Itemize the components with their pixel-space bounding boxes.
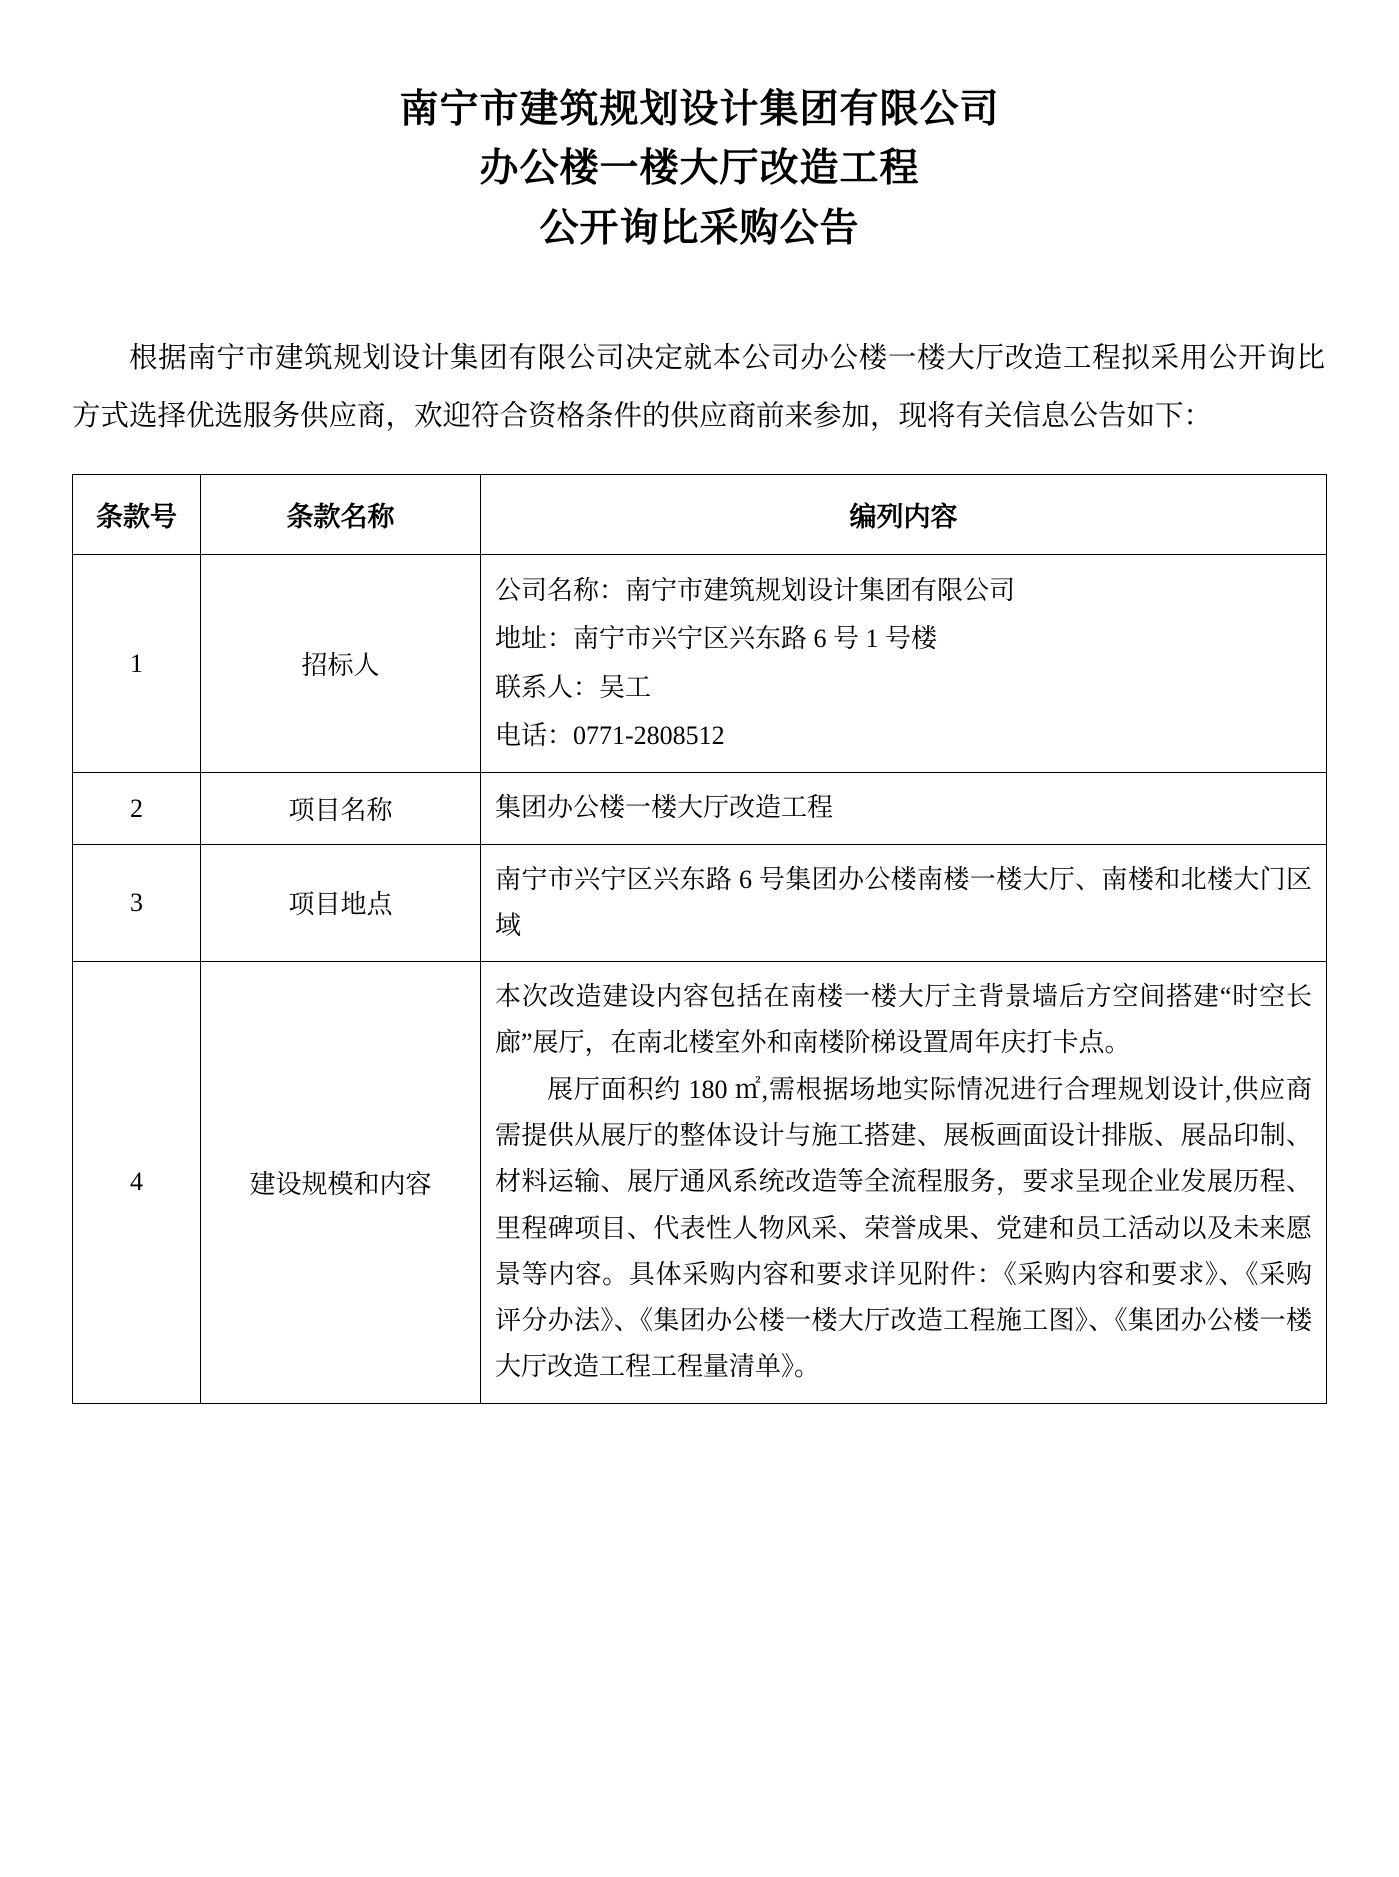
content-paragraph: 展厅面积约 180 ㎡,需根据场地实际情况进行合理规划设计,供应商需提供从展厅的整体设计与施工搭建、展板画面设计排版、展品印制、材料运输、展厅通风系统改造等全流程服务，要求呈现企业发展历程、里程碑项目、代表性人物风采、荣誉成果、党建和员工活动以及未来愿景等内容。具体采购内容和要求详见附件：《采购内容和要求》、《采购评分办法》、《集团办公楼一楼大厅改造工程施工图》、《集团办公楼一楼大厅改造工程工程量清单》。	[495, 1074, 1312, 1382]
content-paragraph: 本次改造建设内容包括在南楼一楼大厅主背景墙后方空间搭建“时空长廊”展厅，在南北楼室外和南楼阶梯设置周年庆打卡点。	[495, 982, 1312, 1058]
table-row	[73, 844, 1327, 962]
cell-clause-no: 1	[73, 554, 201, 772]
announcement-table	[72, 474, 1327, 1404]
content-line: 电话：0771-2808512	[495, 721, 725, 751]
title-line-2: 办公楼一楼大厅改造工程	[479, 147, 920, 191]
content-line: 公司名称：南宁市建筑规划设计集团有限公司	[495, 575, 1016, 605]
cell-content	[481, 773, 1327, 844]
cell-clause-no: 3	[73, 844, 201, 962]
column-header-clause-no: 条款号	[73, 474, 201, 554]
column-header-content: 编列内容	[481, 474, 1327, 554]
table-row	[73, 773, 1327, 844]
table-row	[73, 554, 1327, 772]
title-line-3: 公开询比采购公告	[539, 206, 860, 250]
content-line: 南宁市兴宁区兴东路 6 号集团办公楼南楼一楼大厅、南楼和北楼大门区域	[495, 864, 1312, 940]
cell-clause-name: 招标人	[201, 554, 481, 772]
cell-clause-name: 项目名称	[201, 773, 481, 844]
page-title	[160, 62, 1239, 258]
content-line: 集团办公楼一楼大厅改造工程	[495, 793, 834, 823]
intro-paragraph: 根据南宁市建筑规划设计集团有限公司决定就本公司办公楼一楼大厅改造工程拟采用公开询比方式选择优选服务供应商，欢迎符合资格条件的供应商前来参加，现将有关信息公告如下：	[72, 342, 1325, 432]
cell-content	[481, 844, 1327, 962]
content-line: 联系人：吴工	[495, 672, 652, 702]
cell-content	[481, 962, 1327, 1403]
table-header-row	[73, 474, 1327, 554]
cell-clause-name: 建设规模和内容	[201, 962, 481, 1403]
table-row	[73, 962, 1327, 1403]
cell-content	[481, 554, 1327, 772]
content-line: 地址：南宁市兴宁区兴东路 6 号 1 号楼	[495, 624, 938, 654]
column-header-clause-name: 条款名称	[201, 474, 481, 554]
cell-clause-no: 2	[73, 773, 201, 844]
cell-clause-name: 项目地点	[201, 844, 481, 962]
cell-clause-no: 4	[73, 962, 201, 1403]
title-line-1: 南宁市建筑规划设计集团有限公司	[399, 88, 1000, 131]
